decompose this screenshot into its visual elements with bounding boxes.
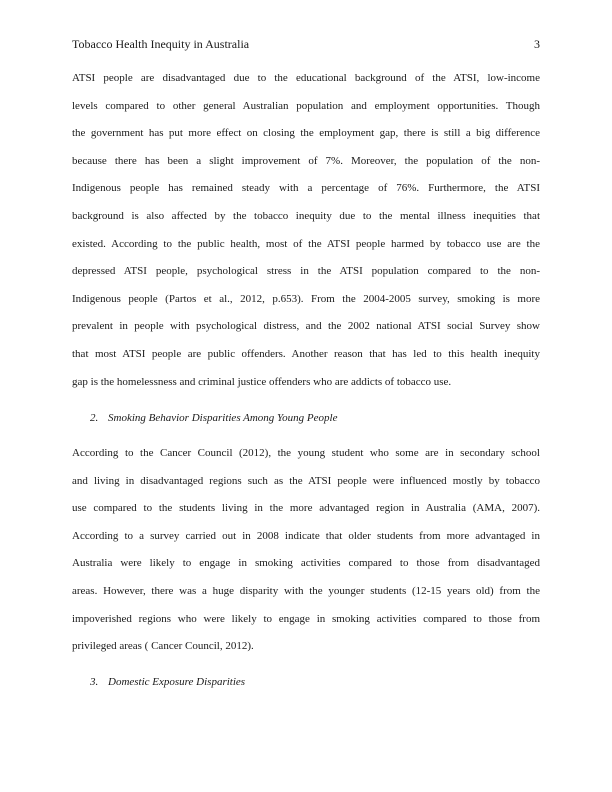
paragraph-line: background is also affected by the tobacco inequity due to the mental illness inequities that bbox=[72, 209, 540, 222]
paragraph-line: levels compared to other general Australian population and employment opportunities. Though bbox=[72, 99, 540, 112]
paragraph-line: Indigenous people has remained steady with a percentage of 76%. Furthermore, the ATSI bbox=[72, 182, 540, 195]
paragraph-atsi-disadvantage bbox=[72, 65, 540, 396]
paragraph-young-people bbox=[72, 440, 540, 661]
section-title: Smoking Behavior Disparities Among Young People bbox=[108, 412, 338, 424]
paragraph-line: prevalent in people with psychological distress, and the 2002 national ATSI social Survey show bbox=[72, 320, 540, 333]
paragraph-line: because there has been a slight improvement of 7%. Moreover, the population of the non- bbox=[72, 154, 540, 167]
running-head: Tobacco Health Inequity in Australia bbox=[72, 37, 250, 51]
paragraph-line: existed. According to the public health, most of the ATSI people harmed by tobacco use are the bbox=[72, 237, 540, 250]
section-number: 3. bbox=[90, 676, 99, 688]
paragraph-line: depressed ATSI people, psychological stress in the ATSI population compared to the non- bbox=[72, 265, 540, 278]
paragraph-line: According to a survey carried out in 2008 indicate that older students from more advantaged in bbox=[72, 529, 540, 542]
section-heading-smoking-behavior bbox=[90, 410, 337, 426]
paragraph-line: that most ATSI people are public offenders. Another reason that has led to this health inequity bbox=[72, 347, 540, 360]
section-heading-domestic-exposure bbox=[90, 674, 245, 690]
paragraph-line: According to the Cancer Council (2012), the young student who some are in secondary school bbox=[72, 447, 540, 459]
paragraph-line: use compared to the students living in the more advantaged region in Australia (AMA, 2007). bbox=[72, 502, 540, 515]
paragraph-line: areas. However, there was a huge disparity with the younger students (12-15 years old) from the bbox=[72, 584, 540, 597]
paragraph-line: Indigenous people (Partos et al., 2012, p.653). From the 2004-2005 survey, smoking is more bbox=[72, 292, 540, 305]
paragraph-line: and living in disadvantaged regions such as the ATSI people were influenced mostly by tobacco bbox=[72, 474, 540, 487]
page-number: 3 bbox=[534, 37, 540, 51]
section-title: Domestic Exposure Disparities bbox=[108, 676, 246, 688]
paragraph-line: gap is the homelessness and criminal justice offenders who are addicts of tobacco use. bbox=[72, 375, 452, 388]
paragraph-line: Australia were likely to engage in smoking activities compared to those from disadvantaged bbox=[72, 557, 540, 570]
paragraph-line: privileged areas ( Cancer Council, 2012). bbox=[72, 640, 254, 653]
paragraph-line: impoverished regions who were likely to engage in smoking activities compared to those from bbox=[72, 612, 540, 625]
paragraph-line: ATSI people are disadvantaged due to the educational background of the ATSI, low-income bbox=[72, 72, 540, 84]
section-number: 2. bbox=[90, 412, 99, 424]
paragraph-line: the government has put more effect on closing the employment gap, there is still a big difference bbox=[72, 127, 540, 140]
